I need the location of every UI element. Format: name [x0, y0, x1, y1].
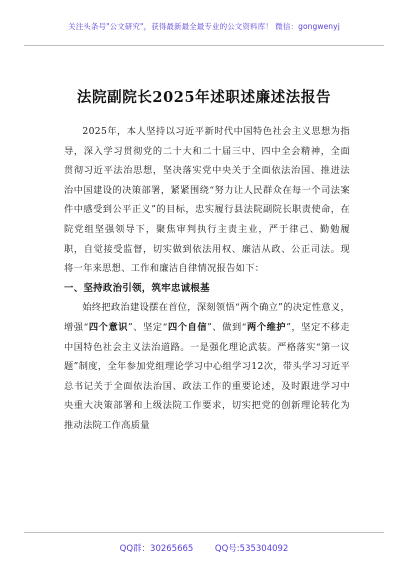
- document-title: 法院副院长2025年述职述廉述法报告: [76, 89, 332, 106]
- section-text-mid2: ”、做到“: [207, 321, 247, 333]
- banner-text: 关注头条号"公文研究"，获得最新最全最专业的公文资料库！ 微信：gongwenyj: [68, 22, 340, 31]
- intro-paragraph: 2025年，本人坚持以习近平新时代中国特色社会主义思想为指导，深入学习贯彻党的二十大和二十届三中、四中全会精神，全面贯彻习近平法治思想，坚决落实党中央关于全面依法治国、推进法治中国建设的决策部署，紧紧围绕“努力让人民群众在每一个司法案件中感受到公平正义”的目标，忠实履行县法院副院长职责使命，在院党组坚强领导下，聚焦审判执行主责主业，严于律己、勤勉履职，自觉接受监督，切实做到依法用权、廉洁从政、公正司法。现将一年来思想、工作和廉洁自律情况报告如下：: [64, 126, 350, 275]
- footer-divider: [24, 532, 384, 533]
- document-body: [64, 122, 350, 436]
- section-paragraph: [64, 298, 350, 435]
- emphasis-two-safeguards: 两个维护: [246, 321, 287, 333]
- section-text-start: 始终把政治建设摆在首位，深刻领悟“两个确立”的决定性意义，增强“: [64, 302, 350, 333]
- section-heading: 一、坚持政治引领，筑牢忠诚根基: [64, 282, 210, 294]
- emphasis-four-consciousness: 四个意识: [88, 321, 129, 333]
- footer: [0, 536, 408, 555]
- footer-contact-text: QQ群：30265665 QQ号:535304092: [119, 544, 289, 554]
- section-text-mid1: ”、坚定“: [128, 321, 168, 333]
- header-banner: [0, 0, 408, 46]
- emphasis-four-confidences: 四个自信: [167, 321, 208, 333]
- header-divider: [24, 45, 384, 46]
- section-text-end: ”，坚定不移走中国特色社会主义法治道路。一是强化理论武装。严格落实“第一议题”制度，全年参加党组理论学习中心组学习12次，带头学习习近平总书记关于全面依法治国、政法工作的重要论述，及时跟进学习中央重大决策部署和上级法院工作要求，切实把党的创新理论转化为推动法院工作高质量: [64, 321, 350, 431]
